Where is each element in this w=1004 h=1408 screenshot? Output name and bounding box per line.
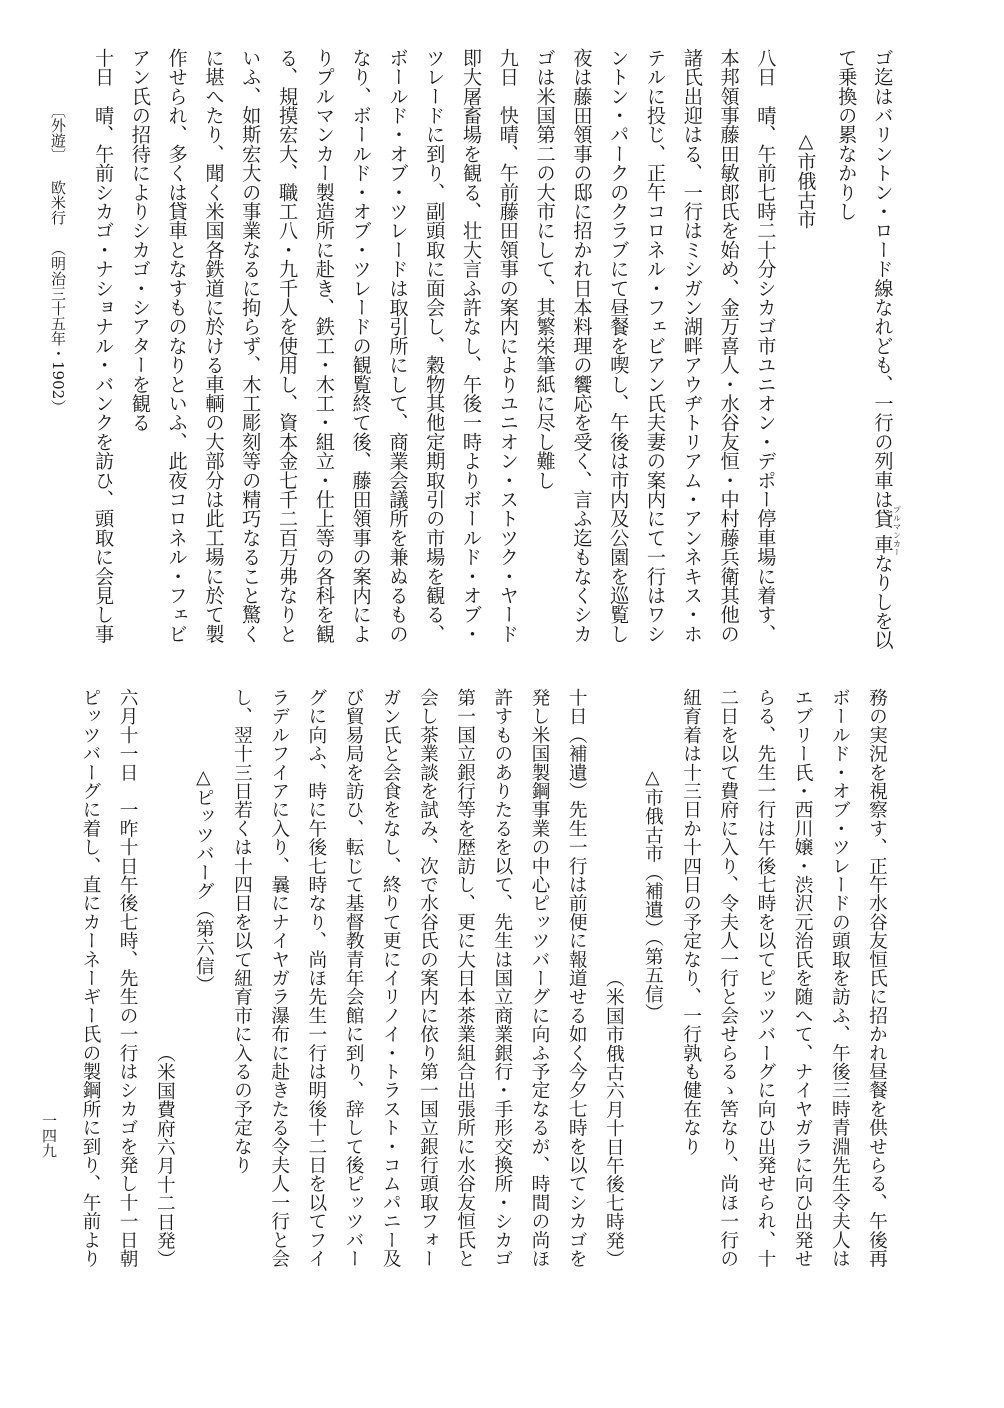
text-column: 十日 晴、午前シカゴ・ナショナル・バンクを訪ひ、頭取に会見し事 xyxy=(92,48,116,644)
text-segment: なりしを以 xyxy=(871,553,895,650)
text-column: 第一国立銀行等を歴訪し、更に大日本茶業組合出張所に水谷友恒氏と xyxy=(454,688,476,1268)
running-head xyxy=(49,103,67,414)
text-column: 八日 晴、午前七時二十分シカゴ市ユニオン・デポー停車場に着す、 xyxy=(754,48,778,644)
text-column: テルに投じ、正午コロネル・フェビアン氏夫妻の案内にて一行はワシ xyxy=(644,48,668,644)
ruby-word xyxy=(871,505,902,557)
text-column: ツレードに到り、副頭取に面会し、穀物其他定期取引の市場を観る、 xyxy=(423,48,447,644)
text-column: 六月十一日 一昨十日午後七時、先生の一行はシカゴを発し十一日朝 xyxy=(116,688,138,1268)
text-column: 務の実況を視察す、正午水谷友恒氏に招かれ昼餐を供せらる、午後再 xyxy=(866,688,887,1268)
text-column: ントン・パークのクラブにて昼餐を喫し、午後は市内及公園を巡覧し xyxy=(607,48,631,644)
text-column: 本邦領事藤田敏郎氏を始め、金万喜人・水谷友恒・中村藤兵衛其他の xyxy=(717,48,741,644)
running-head-title: 欧米行 xyxy=(49,179,67,225)
text-column: 諸氏出迎はる、一行はミシガン湖畔アウヂトリアム・アンネキス・ホ xyxy=(680,48,704,644)
text-column: 作せられ、多くは貸車となすものなりといふ、此夜コロネル・フェビ xyxy=(165,48,189,644)
dateline: （米国市俄古六月十日午後七時発） xyxy=(602,968,624,1268)
text-column: ピッツバーグに着し、直にカーネーギー氏の製鋼所に到り、午前より xyxy=(79,688,101,1268)
running-head-era: （明治三十五年・1902） xyxy=(49,241,67,415)
text-column: ボールド・オブ・ツレードの頭取を訪ふ、午後三時青淵先生令夫人は xyxy=(828,688,850,1268)
text-column: 夜は藤田領事の邸に招かれ日本料理の饗応を受く、言ふ迄もなくシカ xyxy=(570,48,594,644)
text-column: ゴは米国第二の大市にして、其繁栄筆紙に尽し難し xyxy=(533,48,557,490)
text-segment: ゴ迄はバリントン・ロード線なれども、一行の列車は xyxy=(871,48,895,509)
text-column: て乗換の累なかりし xyxy=(835,48,859,221)
text-column: 即大屠畜場を観る、壮大言ふ許なし、午後一時よりボールド・オブ・ xyxy=(460,48,484,644)
text-column xyxy=(864,48,902,650)
text-column: び貿易局を訪ひ、転じて基督教青年会館に到り、辞して後ピッツバー xyxy=(342,688,364,1268)
text-column: 発し米国製鋼事業の中心ピッツバーグに向ふ予定なるが、時間の尚ほ xyxy=(528,688,550,1268)
text-column: アン氏の招待によりシカゴ・シアターを観る xyxy=(128,48,152,432)
text-column: 会し茶業談を試み、次で水谷氏の案内に依り第一国立銀行頭取フォー xyxy=(416,688,438,1268)
text-column: エブリー氏・西川嬢・渋沢元治氏を随へて、ナイヤガラに向ひ出発せ xyxy=(791,688,813,1268)
section-heading: △市俄古市 xyxy=(794,128,818,229)
text-column: グに向ふ、時に午後七時なり、尚ほ先生一行は明後十二日を以てフイ xyxy=(305,688,327,1268)
text-column: 十日（補遺）先生一行は前便に報道せる如く今夕七時を以てシカゴを xyxy=(565,688,587,1268)
section-heading: △ピッツバーグ（第六信） xyxy=(192,766,214,994)
text-column: 紐育着は十三日か十四日の予定なり、一行孰も健在なり xyxy=(680,688,702,1156)
text-column: ボールド・オブ・ツレードは取引所にして、商業会議所を兼ぬるもの xyxy=(386,48,410,644)
text-column: る、規摸宏大、職工八・九千人を使用し、資本金七千二百万弗なりと xyxy=(276,48,300,644)
section-heading: △市俄古市（補遺）（第五信） xyxy=(641,766,663,1022)
upper-text-block xyxy=(84,48,902,650)
text-column: し、翌十三日若くは十四日を以て紐育市に入るの予定なり xyxy=(231,688,252,1175)
lower-text-block xyxy=(71,688,895,1268)
text-column: ガン氏と会食をなし、終りて更にイリノイ・トラスト・コムパニー及 xyxy=(379,688,401,1268)
text-column: ラデルフイアに入り、曩にナイヤガラ瀑布に赴きたる令夫人一行と会 xyxy=(268,688,290,1268)
ruby-annotation: プルマンカー xyxy=(892,505,902,557)
text-column: らる、先生一行は午後七時を以てピッツバーグに向ひ出発せられ、十 xyxy=(754,688,776,1268)
page-number: 一四九 xyxy=(40,1113,58,1158)
text-column: 二日を以て費府に入り、令夫人一行と会せらるゝ筈なり、尚ほ一行の xyxy=(717,688,739,1268)
text-column: なり、ボールド・オブ・ツレードの観覧終て後、藤田領事の案内によ xyxy=(349,48,373,644)
text-column: いふ、如斯宏大の事業なるに拘らず、木工彫刻等の精巧なること驚く xyxy=(239,48,263,644)
dateline: （米国費府六月十二日発） xyxy=(153,1043,175,1268)
text-column: りプルマンカー製造所に赴き、鉄工・木工・組立・仕上等の各科を観 xyxy=(312,48,336,644)
running-head-section: 〔外遊〕 xyxy=(49,103,67,163)
text-column: に堪へたり、聞く米国各鉄道に於ける車輌の大部分は此工場に於て製 xyxy=(202,48,226,644)
text-column: 許すものありたるを以て、先生は国立商業銀行・手形交換所・シカゴ xyxy=(491,688,513,1268)
ruby-base: 貸車 xyxy=(871,505,895,557)
text-column: 九日 快晴、午前藤田領事の案内によりユニオン・ストツク・ヤード xyxy=(496,48,520,644)
